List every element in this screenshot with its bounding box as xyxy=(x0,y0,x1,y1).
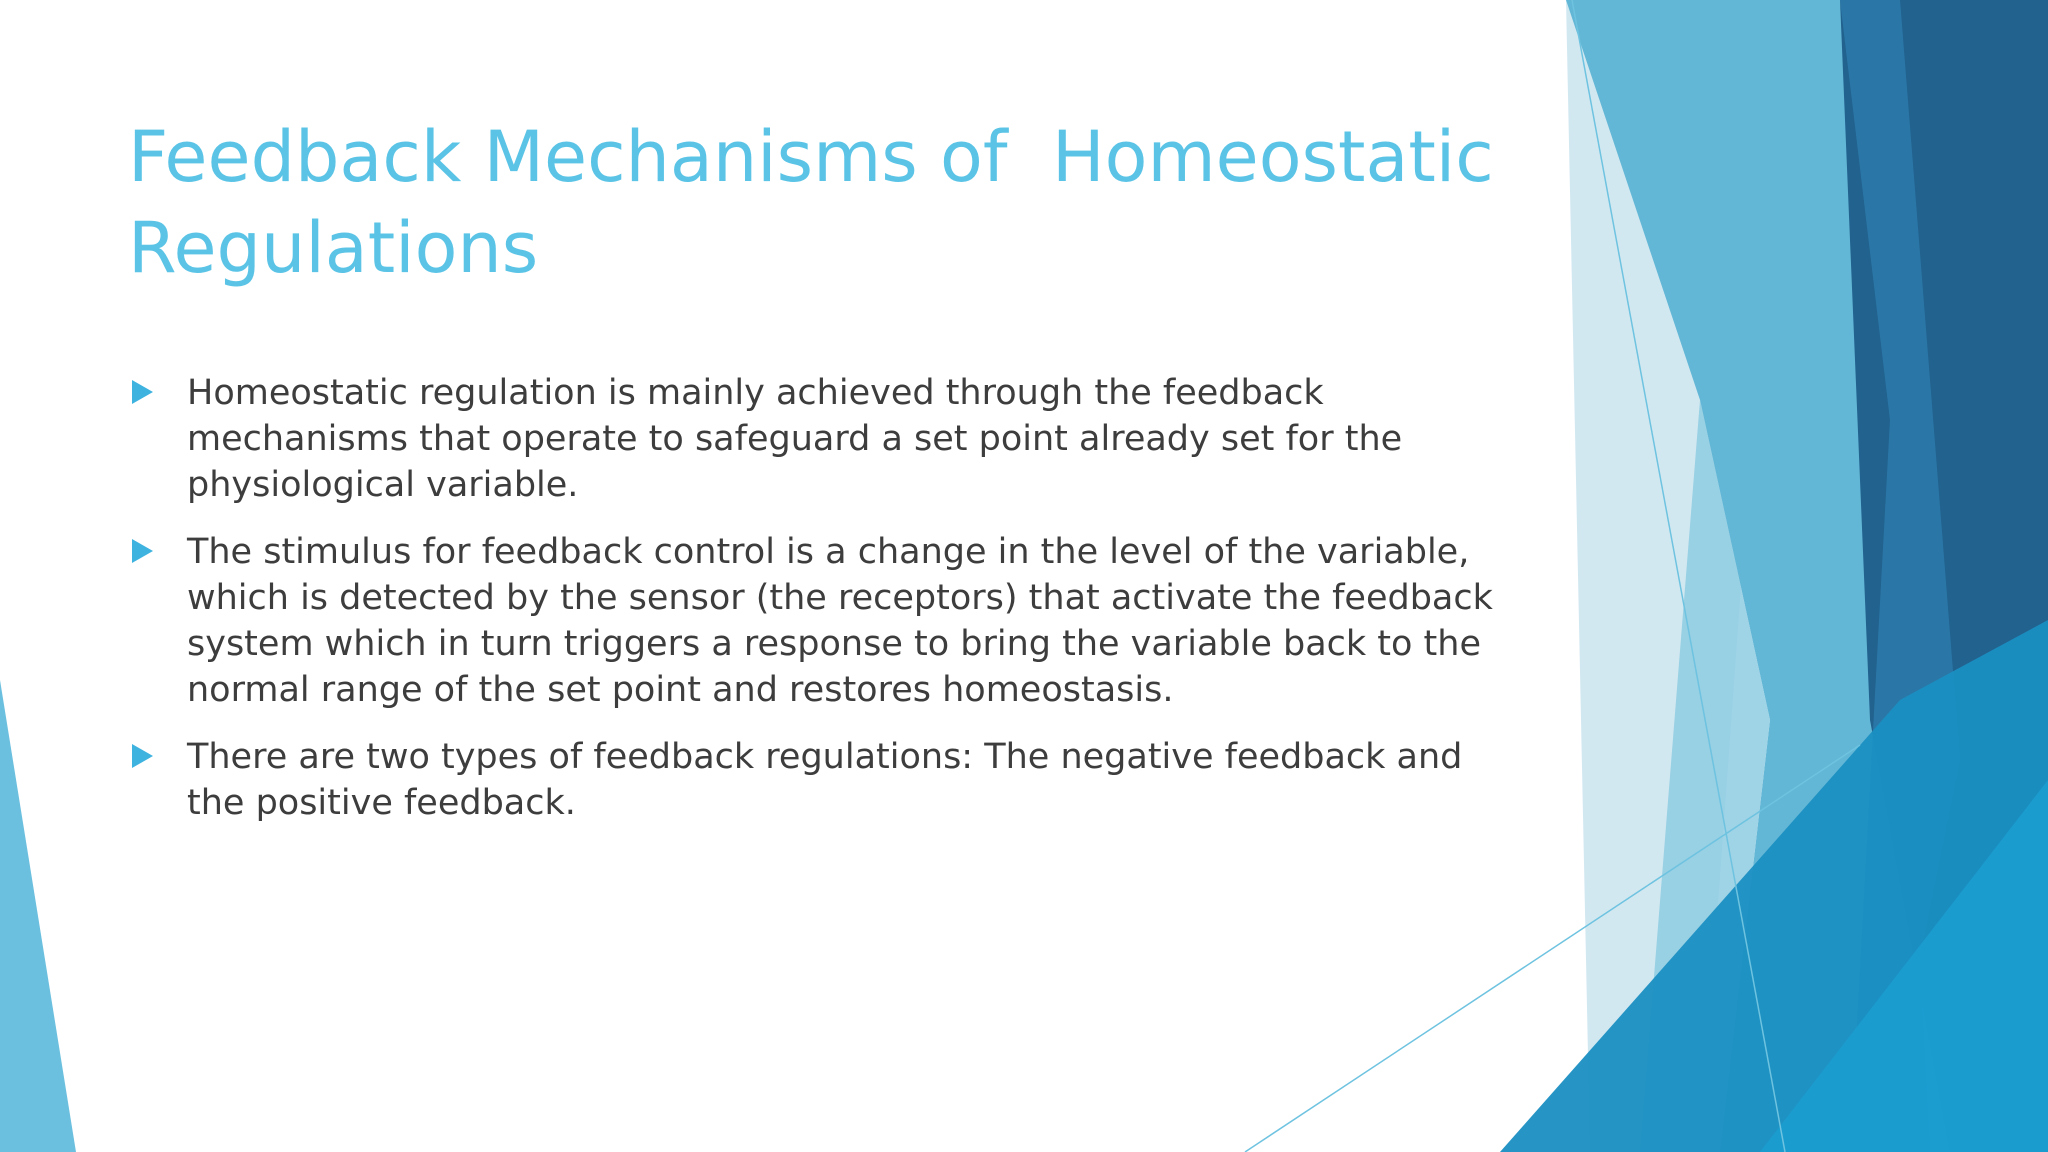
bullet-text: Homeostatic regulation is mainly achieved through the feedback mechanisms that operate to safeguard a set point already set for the physiological variable. xyxy=(187,373,1403,505)
slide-title: Feedback Mechanisms of Homeostatic Regulations xyxy=(128,116,1516,289)
bullet-item xyxy=(128,370,1528,508)
bullet-text: The stimulus for feedback control is a change in the level of the variable, which is detected by the sensor (the receptors) that activate the feedback system which in turn triggers a response to bring the variable back to the normal range of the set point and restores homeostasis. xyxy=(187,532,1493,710)
triangle-bullet-icon xyxy=(132,744,153,768)
triangle-bullet-icon xyxy=(132,380,153,404)
left-edge-facet xyxy=(0,680,76,1152)
triangle-bullet-icon xyxy=(132,539,153,563)
bullet-text: There are two types of feedback regulations: The negative feedback and the positive feedback. xyxy=(187,737,1463,823)
bullet-item xyxy=(128,734,1528,826)
bullet-item xyxy=(128,529,1528,713)
bullet-list xyxy=(128,370,1528,847)
